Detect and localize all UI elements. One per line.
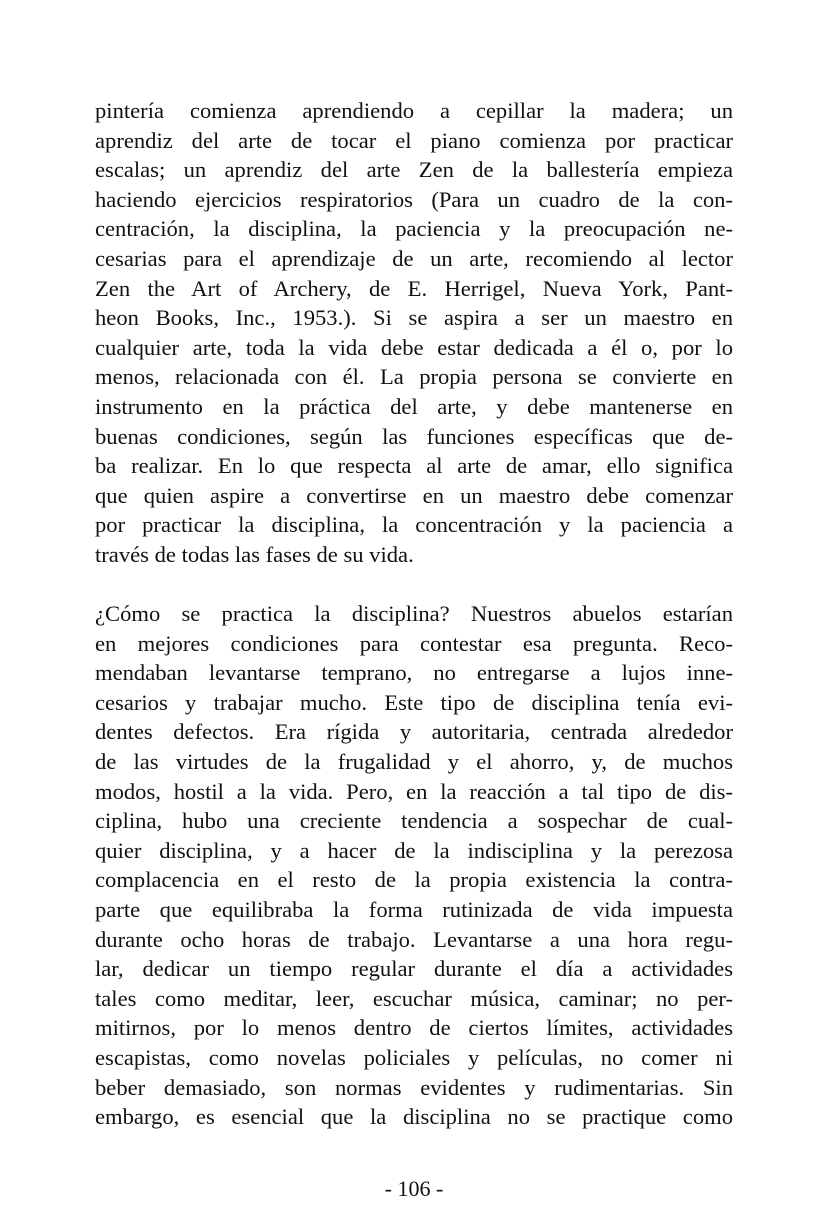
text-line: pintería comienza aprendiendo a cepillar la madera; un	[95, 98, 733, 123]
text-line: Zen the Art of Archery, de E. Herrigel, Nueva York, Pant-	[95, 275, 733, 301]
page-number: - 106 -	[384, 1176, 444, 1201]
text-line: instrumento en la práctica del arte, y debe mantenerse en	[95, 393, 733, 419]
text-line: cualquier arte, toda la vida debe estar dedicada a él o, por lo	[95, 334, 733, 360]
text-line: tales como meditar, leer, escuchar música, caminar; no per-	[95, 985, 733, 1011]
text-line: lar, dedicar un tiempo regular durante el día a actividades	[95, 956, 733, 982]
paragraph-spacer	[95, 570, 733, 600]
text-line: buenas condiciones, según las funciones específicas que de-	[95, 423, 733, 449]
text-line: en mejores condiciones para contestar esa pregunta. Reco-	[95, 630, 733, 656]
text-line: aprendiz del arte de tocar el piano comienza por practicar	[95, 127, 733, 153]
text-line: durante ocho horas de trabajo. Levantarse a una hora regu-	[95, 926, 733, 952]
text-line: ¿Cómo se practica la disciplina? Nuestros abuelos estarían	[95, 601, 733, 627]
text-line: por practicar la disciplina, la concentración y la paciencia a	[95, 512, 733, 538]
text-line: cesarias para el aprendizaje de un arte, recomiendo al lector	[95, 245, 733, 271]
text-line: de las virtudes de la frugalidad y el ahorro, y, de muchos	[95, 749, 733, 775]
text-line: modos, hostil a la vida. Pero, en la reacción a tal tipo de dis-	[95, 778, 733, 804]
page-body	[95, 96, 733, 1132]
text-line: menos, relacionada con él. La propia persona se convierte en	[95, 364, 733, 390]
text-line: parte que equilibraba la forma rutinizada de vida impuesta	[95, 897, 733, 923]
text-line: que quien aspire a convertirse en un maestro debe comenzar	[95, 482, 733, 508]
text-line: ba realizar. En lo que respecta al arte de amar, ello significa	[95, 453, 733, 479]
text-line: cesarios y trabajar mucho. Este tipo de disciplina tenía evi-	[95, 689, 733, 715]
paragraph-1	[95, 96, 733, 570]
text-line: escapistas, como novelas policiales y películas, no comer ni	[95, 1045, 733, 1070]
text-line: centración, la disciplina, la paciencia y la preocupación ne-	[95, 216, 733, 242]
text-line: dentes defectos. Era rígida y autoritaria, centrada alrededor	[95, 719, 733, 745]
text-line: escalas; un aprendiz del arte Zen de la ballestería empieza	[95, 157, 733, 183]
text-line: mitirnos, por lo menos dentro de ciertos límites, actividades	[95, 1015, 733, 1041]
text-line: ciplina, hubo una creciente tendencia a sospechar de cual-	[95, 808, 733, 834]
text-line: mendaban levantarse temprano, no entregarse a lujos inne-	[95, 660, 733, 686]
paragraph-2	[95, 599, 733, 1132]
text-line: través de todas las fases de su vida.	[95, 541, 414, 567]
text-line: quier disciplina, y a hacer de la indisciplina y la perezosa	[95, 837, 733, 863]
text-line: heon Books, Inc., 1953.). Si se aspira a ser un maestro en	[95, 305, 733, 331]
text-line: complacencia en el resto de la propia existencia la contra-	[95, 867, 733, 893]
text-line: haciendo ejercicios respiratorios (Para un cuadro de la con-	[95, 186, 733, 212]
text-line: beber demasiado, son normas evidentes y rudimentarias. Sin	[95, 1074, 733, 1100]
text-line: embargo, es esencial que la disciplina no se practique como	[95, 1104, 733, 1130]
